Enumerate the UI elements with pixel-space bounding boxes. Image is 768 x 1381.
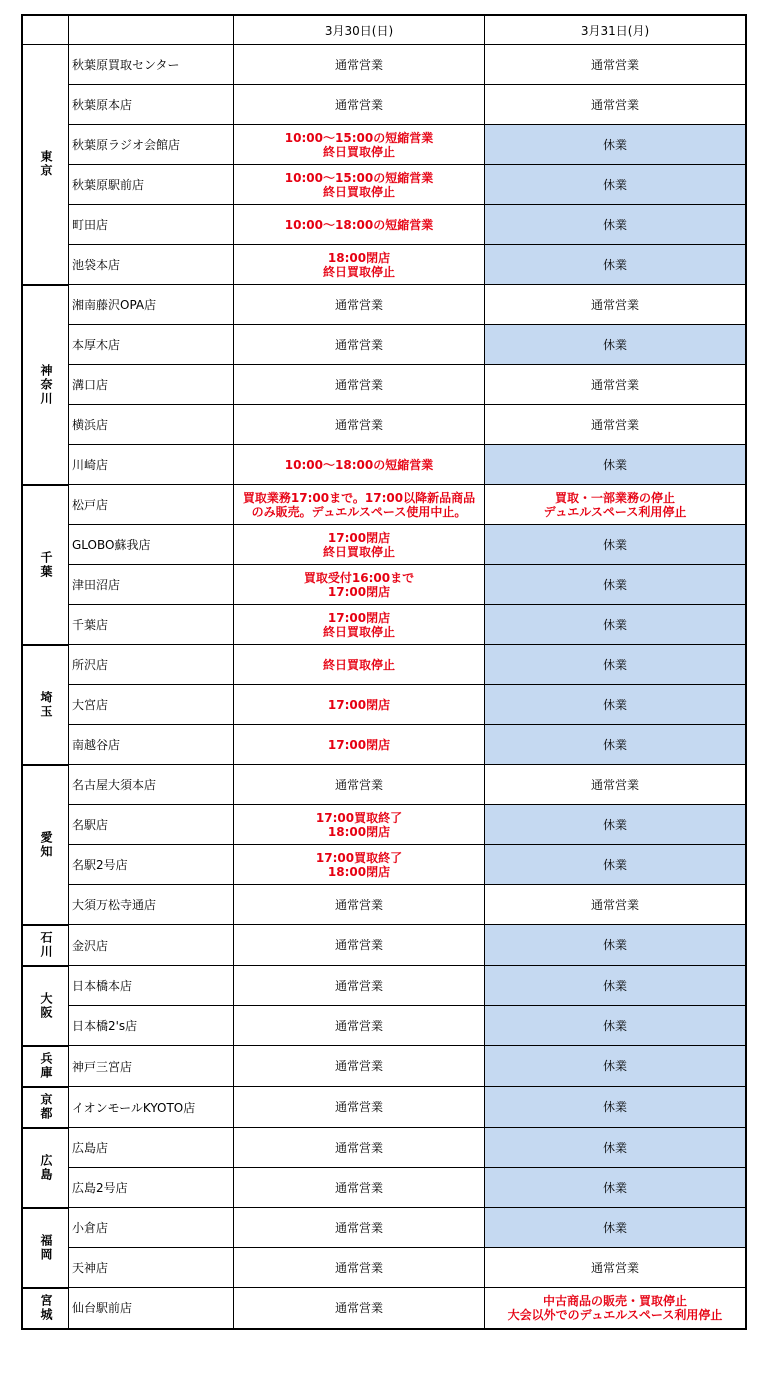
region-label: 東京	[39, 150, 53, 179]
day1-status-cell	[234, 1128, 485, 1168]
day2-status-text: 休業	[602, 217, 627, 232]
day1-status-text: 通常営業	[334, 57, 383, 72]
region-cell	[22, 285, 69, 485]
table-row	[22, 85, 746, 125]
day2-status-text: 休業	[602, 657, 627, 672]
day2-status-text: 通常営業	[590, 97, 639, 112]
day1-status-text: 通常営業	[334, 1100, 383, 1114]
region-cell	[22, 485, 69, 645]
day2-status-text: 休業	[602, 137, 627, 152]
day2-status-cell	[485, 1006, 747, 1046]
day2-status-cell	[485, 1208, 747, 1248]
table-row	[22, 365, 746, 405]
region-label: 埼玉	[39, 690, 53, 719]
day1-status-cell	[234, 565, 485, 605]
store-name-cell: 所沢店	[69, 645, 234, 685]
region-cell	[22, 1208, 69, 1288]
day1-status-cell	[234, 1288, 485, 1329]
day1-status-text: 通常営業	[334, 337, 383, 352]
store-name-cell: 川崎店	[69, 445, 234, 485]
day1-status-text: 17:00閉店	[327, 737, 391, 752]
day2-status-text: 通常営業	[590, 57, 639, 72]
store-name-cell: 本厚木店	[69, 325, 234, 365]
table-row	[22, 925, 746, 966]
day2-status-cell	[485, 1128, 747, 1168]
day2-status-text: 通常営業	[590, 897, 639, 912]
region-cell	[22, 925, 69, 966]
day2-status-text: 休業	[602, 1018, 627, 1033]
day2-status-cell	[485, 125, 747, 165]
store-name-cell: 横浜店	[69, 405, 234, 445]
day1-status-cell	[234, 885, 485, 925]
day1-status-cell	[234, 685, 485, 725]
day1-status-cell	[234, 245, 485, 285]
day2-status-text: 休業	[602, 1059, 627, 1073]
day2-status-cell	[485, 925, 747, 966]
day2-status-text: 休業	[602, 457, 627, 472]
table-row	[22, 205, 746, 245]
day2-status-cell	[485, 1046, 747, 1087]
day1-status-cell	[234, 125, 485, 165]
day2-status-text: 休業	[602, 1140, 627, 1155]
region-cell	[22, 966, 69, 1046]
day1-status-cell	[234, 1248, 485, 1288]
day2-status-cell	[485, 205, 747, 245]
store-name-cell: 名古屋大須本店	[69, 765, 234, 805]
day2-status-text: 休業	[602, 1100, 627, 1114]
day1-status-cell	[234, 725, 485, 765]
day1-status-cell	[234, 405, 485, 445]
day2-status-text: 通常営業	[590, 1260, 639, 1275]
day2-status-text: 休業	[602, 697, 627, 712]
day2-status-cell	[485, 1087, 747, 1128]
region-cell	[22, 45, 69, 285]
day1-status-cell	[234, 765, 485, 805]
day1-status-cell	[234, 966, 485, 1006]
day1-status-cell	[234, 445, 485, 485]
region-cell	[22, 645, 69, 765]
day1-status-text: 17:00閉店 終日買取停止	[322, 530, 395, 559]
store-name-cell: 湘南藤沢OPA店	[69, 285, 234, 325]
day2-status-text: 休業	[602, 737, 627, 752]
day2-status-text: 通常営業	[590, 417, 639, 432]
day1-status-cell	[234, 1006, 485, 1046]
day2-status-cell	[485, 45, 747, 85]
store-name-cell: 町田店	[69, 205, 234, 245]
day2-status-text: 休業	[602, 537, 627, 552]
day1-status-text: 通常営業	[334, 417, 383, 432]
store-name-cell: 津田沼店	[69, 565, 234, 605]
day2-status-cell	[485, 845, 747, 885]
day1-status-cell	[234, 365, 485, 405]
store-name-cell: 天神店	[69, 1248, 234, 1288]
store-name-cell: 秋葉原駅前店	[69, 165, 234, 205]
day1-status-cell	[234, 285, 485, 325]
day2-status-text: 休業	[602, 577, 627, 592]
store-name-cell: 秋葉原ラジオ会館店	[69, 125, 234, 165]
region-label: 神奈川	[39, 363, 53, 406]
day2-status-cell	[485, 885, 747, 925]
day1-status-text: 通常営業	[334, 1140, 383, 1155]
day1-status-cell	[234, 845, 485, 885]
day1-status-cell	[234, 485, 485, 525]
day1-status-text: 通常営業	[334, 938, 383, 952]
day1-status-text: 通常営業	[334, 297, 383, 312]
table-row	[22, 605, 746, 645]
day2-status-cell	[485, 685, 747, 725]
region-label: 福岡	[39, 1233, 53, 1262]
table-row	[22, 285, 746, 325]
day1-status-text: 10:00～18:00の短縮営業	[284, 457, 434, 472]
day2-status-text: 中古商品の販売・買取停止 大会以外でのデュエルスペース利用停止	[507, 1293, 723, 1322]
store-name-cell: 大宮店	[69, 685, 234, 725]
day1-status-cell	[234, 1168, 485, 1208]
schedule-body	[22, 45, 746, 1329]
store-name-cell: GLOBO蘇我店	[69, 525, 234, 565]
day1-status-text: 17:00閉店	[327, 697, 391, 712]
table-row	[22, 966, 746, 1006]
day1-status-text: 買取受付16:00まで 17:00閉店	[303, 570, 415, 599]
day1-status-text: 通常営業	[334, 1059, 383, 1073]
day2-status-cell	[485, 565, 747, 605]
day2-status-cell	[485, 85, 747, 125]
store-name-cell: 金沢店	[69, 925, 234, 966]
table-row	[22, 1168, 746, 1208]
day1-status-text: 18:00閉店 終日買取停止	[322, 250, 395, 279]
day1-status-text: 17:00買取終了 18:00閉店	[315, 850, 403, 879]
day2-status-cell	[485, 445, 747, 485]
table-row	[22, 645, 746, 685]
day2-status-cell	[485, 966, 747, 1006]
region-cell	[22, 1128, 69, 1208]
header-date-day2: 3月31日(月)	[485, 15, 747, 45]
day2-status-cell	[485, 525, 747, 565]
day1-status-cell	[234, 1046, 485, 1087]
day1-status-cell	[234, 805, 485, 845]
header-store-cell	[69, 15, 234, 45]
day1-status-cell	[234, 605, 485, 645]
store-name-cell: 仙台駅前店	[69, 1288, 234, 1329]
day2-status-text: 休業	[602, 1180, 627, 1195]
store-name-cell: 大須万松寺通店	[69, 885, 234, 925]
day1-status-cell	[234, 645, 485, 685]
day1-status-text: 10:00～15:00の短縮営業 終日買取停止	[284, 170, 434, 199]
day2-status-text: 休業	[602, 177, 627, 192]
day1-status-text: 10:00～18:00の短縮営業	[284, 217, 434, 232]
table-row	[22, 1208, 746, 1248]
day1-status-text: 通常営業	[334, 897, 383, 912]
region-cell	[22, 1288, 69, 1329]
region-cell	[22, 1087, 69, 1128]
store-name-cell: 日本橋本店	[69, 966, 234, 1006]
day1-status-cell	[234, 205, 485, 245]
table-row	[22, 845, 746, 885]
day2-status-text: 通常営業	[590, 297, 639, 312]
day2-status-cell	[485, 725, 747, 765]
day1-status-text: 通常営業	[334, 1018, 383, 1033]
table-row	[22, 1087, 746, 1128]
store-schedule-table	[21, 14, 747, 1330]
day2-status-text: 休業	[602, 1220, 627, 1235]
store-name-cell: 名駅店	[69, 805, 234, 845]
table-row	[22, 245, 746, 285]
store-name-cell: 溝口店	[69, 365, 234, 405]
table-row	[22, 165, 746, 205]
day2-status-text: 休業	[602, 817, 627, 832]
store-name-cell: 広島店	[69, 1128, 234, 1168]
day1-status-text: 終日買取停止	[322, 657, 395, 672]
day2-status-text: 休業	[602, 978, 627, 993]
region-cell	[22, 765, 69, 925]
day1-status-cell	[234, 165, 485, 205]
day2-status-text: 休業	[602, 617, 627, 632]
day2-status-text: 通常営業	[590, 377, 639, 392]
table-row	[22, 565, 746, 605]
day2-status-text: 買取・一部業務の停止 デュエルスペース利用停止	[543, 490, 687, 519]
day1-status-cell	[234, 85, 485, 125]
table-row	[22, 445, 746, 485]
store-name-cell: イオンモールKYOTO店	[69, 1087, 234, 1128]
day2-status-cell	[485, 605, 747, 645]
day2-status-text: 休業	[602, 938, 627, 952]
day1-status-text: 17:00買取終了 18:00閉店	[315, 810, 403, 839]
store-name-cell: 秋葉原本店	[69, 85, 234, 125]
day2-status-cell	[485, 765, 747, 805]
region-cell	[22, 1046, 69, 1087]
day2-status-cell	[485, 645, 747, 685]
store-name-cell: 池袋本店	[69, 245, 234, 285]
day2-status-cell	[485, 325, 747, 365]
day1-status-cell	[234, 1208, 485, 1248]
region-label: 宮城	[39, 1294, 53, 1322]
table-row	[22, 885, 746, 925]
region-label: 京都	[39, 1093, 53, 1121]
day2-status-cell	[485, 1168, 747, 1208]
table-row	[22, 325, 746, 365]
header-date-day1: 3月30日(日)	[234, 15, 485, 45]
table-row	[22, 1006, 746, 1046]
table-row	[22, 805, 746, 845]
day1-status-text: 17:00閉店 終日買取停止	[322, 610, 395, 639]
day1-status-text: 通常営業	[334, 978, 383, 993]
day1-status-cell	[234, 45, 485, 85]
day1-status-cell	[234, 925, 485, 966]
day1-status-text: 通常営業	[334, 1300, 383, 1315]
store-name-cell: 秋葉原買取センター	[69, 45, 234, 85]
day2-status-cell	[485, 1248, 747, 1288]
day2-status-cell	[485, 485, 747, 525]
table-row	[22, 45, 746, 85]
region-label: 兵庫	[39, 1052, 53, 1080]
day1-status-cell	[234, 525, 485, 565]
day2-status-text: 通常営業	[590, 777, 639, 792]
store-name-cell: 小倉店	[69, 1208, 234, 1248]
header-row	[22, 15, 746, 45]
store-name-cell: 名駅2号店	[69, 845, 234, 885]
day1-status-text: 10:00～15:00の短縮営業 終日買取停止	[284, 130, 434, 159]
table-row	[22, 405, 746, 445]
day2-status-cell	[485, 805, 747, 845]
table-row	[22, 685, 746, 725]
region-label: 石川	[39, 931, 53, 959]
day1-status-text: 通常営業	[334, 1180, 383, 1195]
store-name-cell: 神戸三宮店	[69, 1046, 234, 1087]
day2-status-cell	[485, 245, 747, 285]
table-row	[22, 485, 746, 525]
day2-status-text: 休業	[602, 337, 627, 352]
table-row	[22, 1046, 746, 1087]
table-row	[22, 725, 746, 765]
day1-status-text: 通常営業	[334, 777, 383, 792]
store-name-cell: 千葉店	[69, 605, 234, 645]
region-label: 愛知	[39, 830, 53, 859]
day1-status-text: 買取業務17:00まで。17:00以降新品商品 のみ販売。デュエルスペース使用中止。	[242, 490, 476, 519]
day1-status-cell	[234, 325, 485, 365]
day1-status-text: 通常営業	[334, 97, 383, 112]
day2-status-cell	[485, 285, 747, 325]
table-row	[22, 125, 746, 165]
region-label: 大阪	[39, 991, 53, 1020]
table-row	[22, 1128, 746, 1168]
day2-status-cell	[485, 365, 747, 405]
header-region-cell	[22, 15, 69, 45]
table-row	[22, 765, 746, 805]
day2-status-text: 休業	[602, 257, 627, 272]
day1-status-text: 通常営業	[334, 377, 383, 392]
day1-status-cell	[234, 1087, 485, 1128]
region-label: 千葉	[39, 550, 53, 579]
table-row	[22, 1288, 746, 1329]
day2-status-text: 休業	[602, 857, 627, 872]
table-row	[22, 1248, 746, 1288]
day2-status-cell	[485, 405, 747, 445]
store-name-cell: 松戸店	[69, 485, 234, 525]
store-name-cell: 広島2号店	[69, 1168, 234, 1208]
day2-status-cell	[485, 1288, 747, 1329]
day1-status-text: 通常営業	[334, 1220, 383, 1235]
day1-status-text: 通常営業	[334, 1260, 383, 1275]
region-label: 広島	[39, 1153, 53, 1182]
table-row	[22, 525, 746, 565]
day2-status-cell	[485, 165, 747, 205]
store-name-cell: 南越谷店	[69, 725, 234, 765]
store-name-cell: 日本橋2's店	[69, 1006, 234, 1046]
